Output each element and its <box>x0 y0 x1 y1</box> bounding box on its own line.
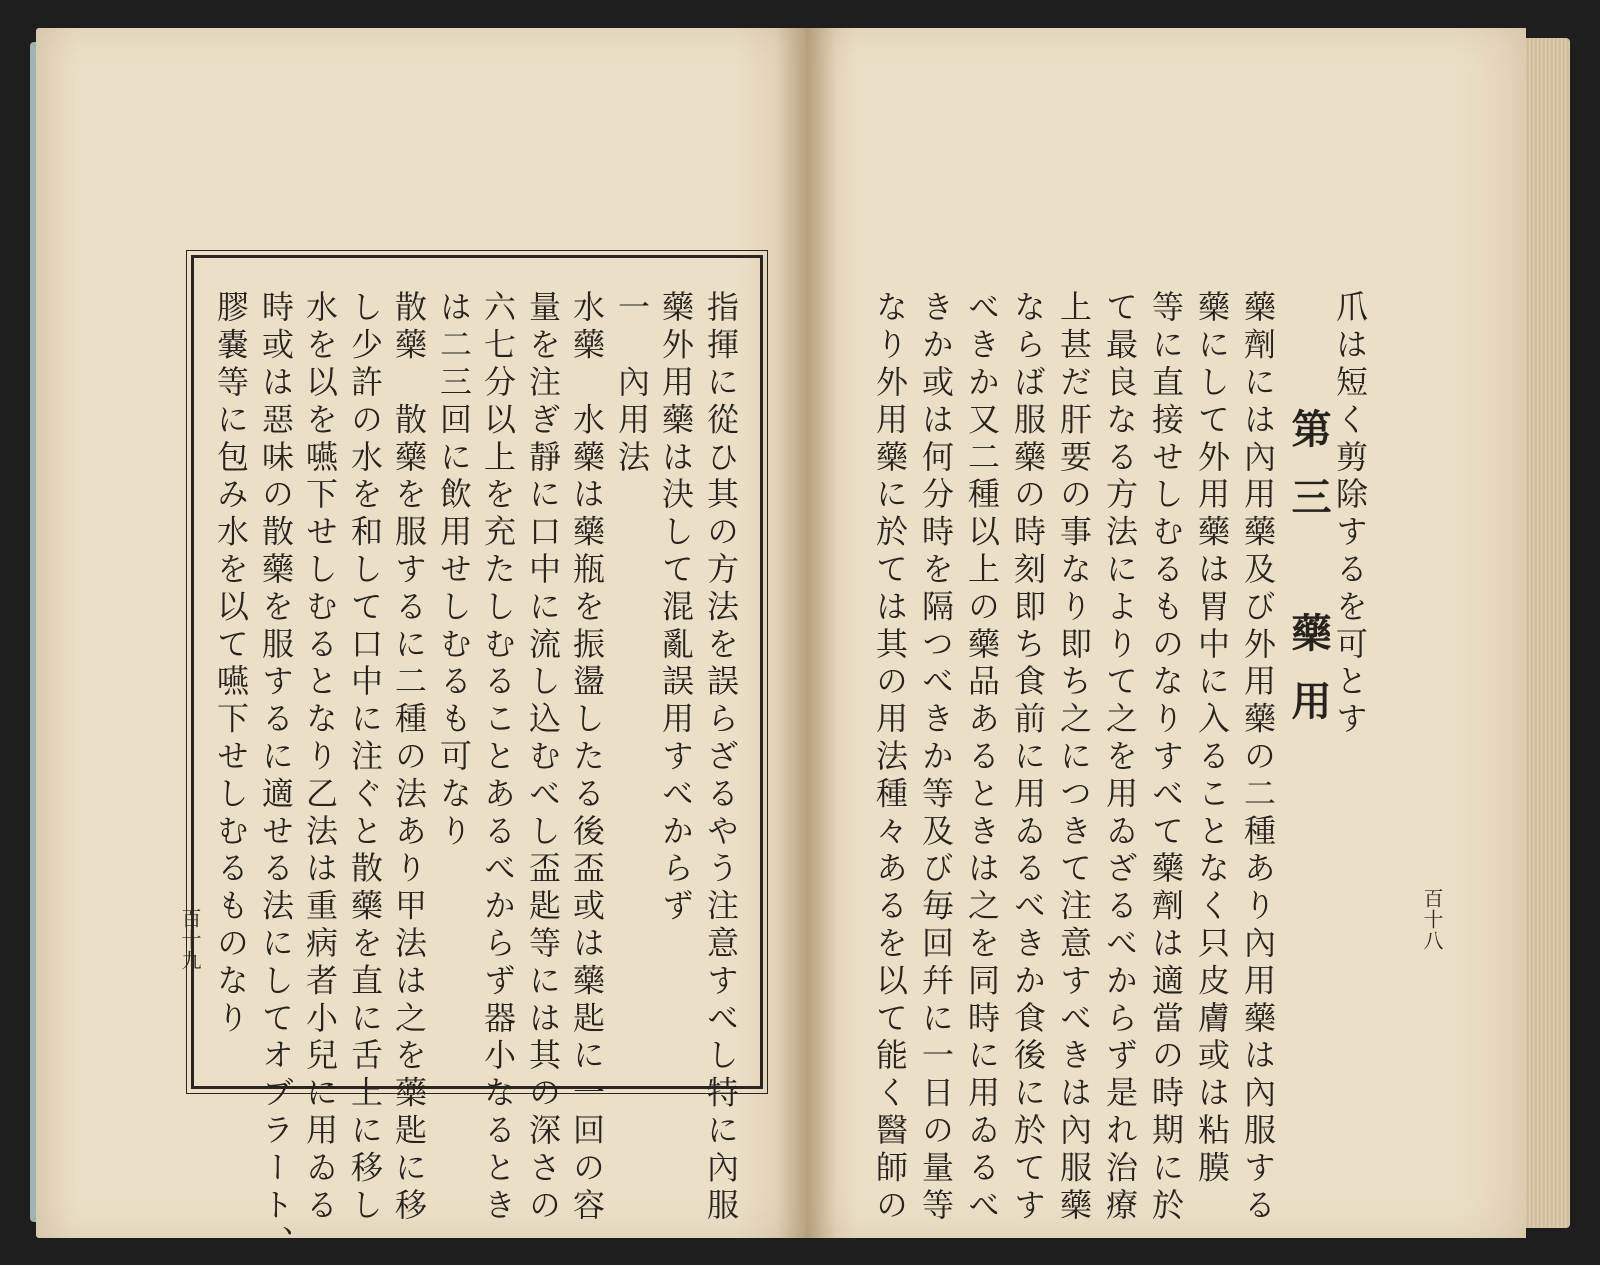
right-column-4: 藥にして外用藥は胃中に入ることなく只皮膚或は粘膜 <box>1193 290 1231 1188</box>
left-column-6: 六七分以上を充たしむることあるべからず器小なるとき <box>479 290 517 1225</box>
left-page-number: 百十九 <box>178 908 202 971</box>
left-column-2: 藥外用藥は決して混亂誤用すべからず <box>657 290 695 926</box>
left-column-5: 量を注ぎ靜に口中に流し込むべし盃匙等には其の深さの <box>524 290 562 1225</box>
right-column-6: て最良なる方法によりて之を用ゐざるべからず是れ治療 <box>1101 290 1139 1225</box>
left-page <box>36 28 806 1263</box>
right-page <box>806 28 1526 1238</box>
left-column-10: 水を以を嚥下せしむるとなり乙法は重病者小兒に用ゐる <box>301 290 339 1225</box>
right-column-8: ならば服藥の時刻即ち食前に用ゐるべきか食後に於てす <box>1009 290 1047 1225</box>
right-column-11: なり外用藥に於ては其の用法種々あるを以て能く醫師の <box>871 290 909 1225</box>
left-column-11: 時或は惡味の散藥を服するに適せる法にしてオブラート、 <box>257 290 295 1263</box>
left-column-3: 一 內用法 <box>613 290 651 477</box>
right-column-10: きか或は何分時を隔つべきか等及び毎回幷に一日の量等 <box>917 290 955 1225</box>
left-column-1: 指揮に從ひ其の方法を誤らざるやう注意すべし特に內服 <box>702 290 740 1225</box>
right-page-number: 百十八 <box>1420 888 1444 951</box>
left-column-8: 散藥 散藥を服するに二種の法あり甲法は之を藥匙に移 <box>390 290 428 1225</box>
right-column-1: 爪は短く剪除するを可とす <box>1331 290 1369 739</box>
left-column-9: し少許の水を和して口中に注ぐと散藥を直に舌上に移し <box>346 290 384 1225</box>
right-column-9: べきか又二種以上の藥品あるときは之を同時に用ゐるべ <box>963 290 1001 1225</box>
open-book <box>30 28 1575 1263</box>
left-column-12: 膠嚢等に包み水を以て嚥下せしむるものなり <box>212 290 250 1038</box>
right-column-7: 上甚だ肝要の事なり即ち之につきて注意すべきは內服藥 <box>1055 290 1093 1225</box>
left-column-7: は二三回に飲用せしむるも可なり <box>435 290 473 851</box>
left-column-4: 水藥 水藥は藥瓶を振盪したる後盃或は藥匙に一回の容 <box>568 290 606 1225</box>
right-column-5: 等に直接せしむるものなりすべて藥劑は適當の時期に於 <box>1147 290 1185 1225</box>
section-heading: 第三 藥用 <box>1285 408 1332 748</box>
page-edges <box>1526 38 1570 1228</box>
right-column-3: 藥劑には內用藥及び外用藥の二種あり內用藥は內服する <box>1239 290 1277 1225</box>
